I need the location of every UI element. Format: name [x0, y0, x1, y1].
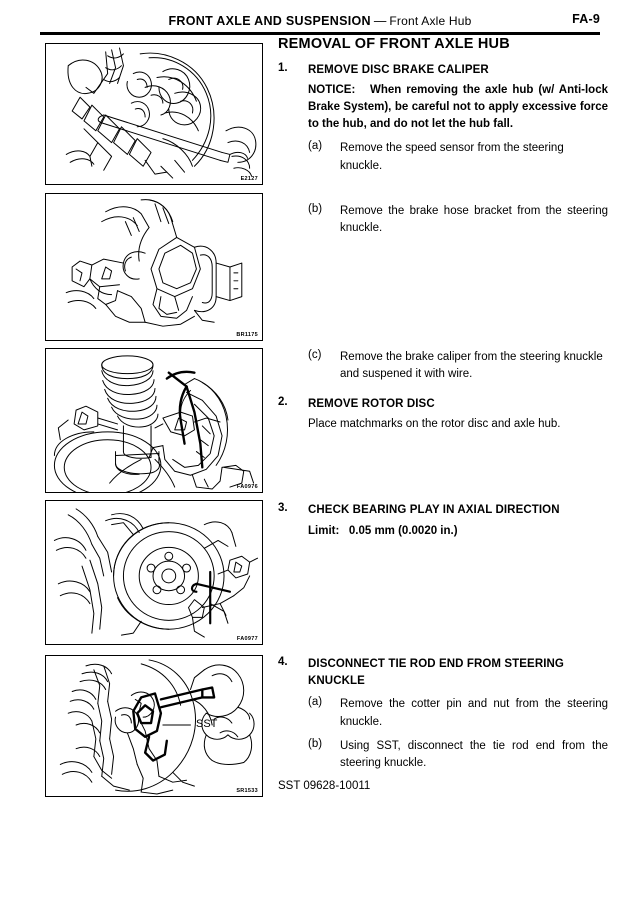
tie-rod-end-sst-illustration	[46, 656, 262, 796]
header-subtitle: Front Axle Hub	[389, 14, 472, 28]
step-4	[278, 656, 608, 689]
page-title: REMOVAL OF FRONT AXLE HUB	[278, 36, 510, 52]
step-4-substep-b-text: Using SST, disconnect the tie rod end from the steering knuckle.	[340, 739, 608, 770]
step-1-substep-b	[278, 203, 608, 238]
speed-sensor-removal-illustration	[46, 44, 262, 184]
header-title: FRONT AXLE AND SUSPENSION	[168, 14, 371, 28]
step-1-substep-a	[278, 140, 608, 175]
substep-b-text: Remove the brake hose bracket from the steering knuckle.	[340, 205, 608, 235]
substep-a-text: Remove the speed sensor from the steering knuckle.	[340, 142, 564, 172]
step-block-3	[278, 349, 608, 433]
figure-code: SR1533	[236, 788, 258, 794]
step-1	[278, 62, 608, 79]
figure-brake-caliper-suspension	[45, 348, 263, 493]
header-dash: —	[373, 14, 387, 28]
header-divider-rule	[40, 32, 600, 35]
step-1-substep-c	[278, 349, 608, 384]
header-title-group	[40, 12, 600, 30]
step-block-5	[278, 656, 608, 792]
brake-hose-bracket-illustration	[46, 194, 262, 340]
figure-tie-rod-end-sst	[45, 655, 263, 797]
bearing-play-check-illustration	[46, 501, 262, 644]
step-4-heading: DISCONNECT TIE ROD END FROM STEERING KNUCKLE	[308, 658, 564, 687]
figure-speed-sensor	[45, 43, 263, 185]
sst-part-number: SST 09628-10011	[278, 780, 371, 793]
figure-brake-hose-bracket	[45, 193, 263, 341]
step-4-substep-a-text: Remove the cotter pin and nut from the steering knuckle.	[340, 698, 608, 728]
step-block-1	[278, 36, 608, 175]
substep-a-label: (a)	[308, 140, 323, 153]
notice-label: NOTICE:	[308, 83, 356, 96]
step-3-heading: CHECK BEARING PLAY IN AXIAL DIRECTION	[308, 504, 560, 516]
page-number: FA-9	[572, 12, 600, 26]
step-2	[278, 396, 608, 413]
step-2-number: 2.	[278, 395, 288, 408]
step-block-2	[278, 196, 608, 238]
figure-code: FA0977	[236, 636, 258, 642]
step-4-number: 4.	[278, 656, 288, 668]
step-4-substep-b-label: (b)	[308, 737, 323, 750]
figure-code: BR1175	[236, 332, 258, 338]
step-4-substep-b	[278, 738, 608, 773]
brake-caliper-suspension-illustration	[46, 349, 262, 492]
substep-b-label: (b)	[308, 203, 323, 215]
step-1-number: 1.	[278, 62, 288, 74]
step-1-heading: REMOVE DISC BRAKE CALIPER	[308, 64, 489, 76]
step-2-body: Place matchmarks on the rotor disc and axle hub.	[308, 418, 561, 431]
figure-bearing-play-check	[45, 500, 263, 645]
step-3	[278, 502, 608, 519]
figure-code: FA0976	[236, 484, 258, 490]
substep-c-text: Remove the brake caliper from the steering knuckle and suspened it with wire.	[340, 351, 603, 381]
notice-text: When removing the axle hub (w/ Anti-lock Brake System), be careful not to apply excessive force to the hub, and do not let the hub fall.	[308, 83, 608, 131]
step-1-notice	[278, 82, 608, 134]
step-4-substep-a-label: (a)	[308, 696, 323, 709]
step-block-4	[278, 502, 608, 540]
step-3-limit: Limit: 0.05 mm (0.0020 in.)	[308, 524, 458, 537]
figure-code: E2127	[240, 176, 258, 182]
substep-c-label: (c)	[308, 349, 322, 361]
step-3-number: 3.	[278, 502, 288, 514]
step-2-heading: REMOVE ROTOR DISC	[308, 397, 435, 410]
step-4-substep-a	[278, 696, 608, 731]
sst-callout-label: SST	[196, 718, 218, 730]
